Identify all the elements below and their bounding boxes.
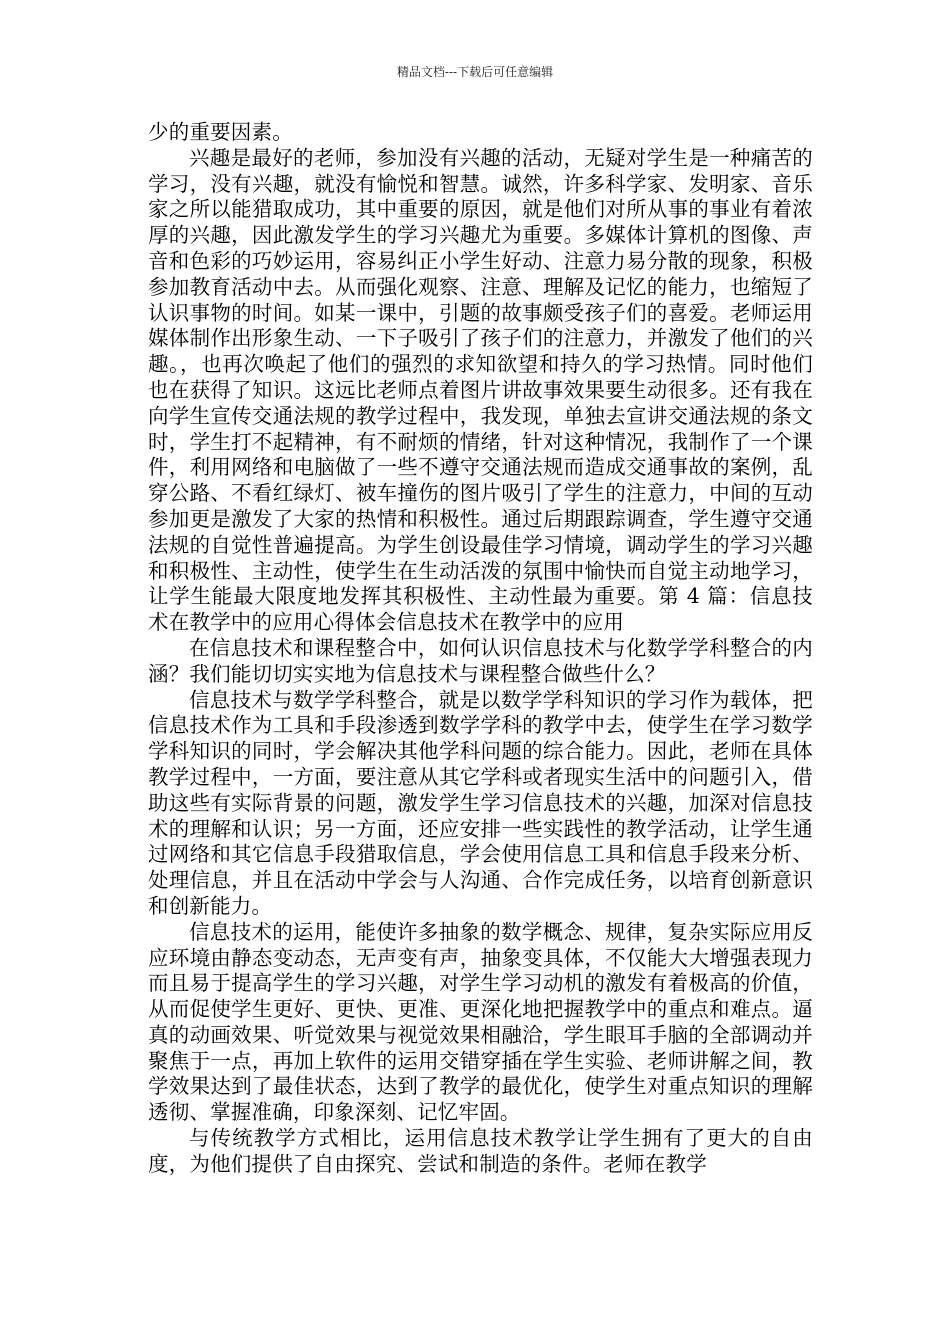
paragraph: 在信息技术和课程整合中，如何认识信息技术与化数学学科整合的内涵？我们能切切实实地为信息技术与课程整合做些什么？ xyxy=(148,635,813,686)
document-body xyxy=(148,120,813,1178)
paragraph: 少的重要因素。 xyxy=(148,120,293,144)
paragraph: 兴趣是最好的老师，参加没有兴趣的活动，无疑对学生是一种痛苦的学习，没有兴趣，就没有愉悦和智慧。诚然，许多科学家、发明家、音乐家之所以能猎取成功，其中重要的原因，就是他们对所从事的事业有着浓厚的兴趣，因此激发学生的学习兴趣尤为重要。多媒体计算机的图像、声音和色彩的巧妙运用，容易纠正小学生好动、注意力易分散的现象，积极参加教育活动中去。从而强化观察、注意、理解及记忆的能力，也缩短了认识事物的时间。如某一课中，引题的故事颇受孩子们的喜爱。老师运用媒体制作出形象生动、一下子吸引了孩子们的注意力，并激发了他们的兴趣。，也再次唤起了他们的强烈的求知欲望和持久的学习热情。同时他们也在获得了知识。这远比老师点着图片讲故事效果要生动很多。还有我在向学生宣传交通法规的教学过程中，我发现，单独去宣讲交通法规的条文时，学生打不起精神，有不耐烦的情绪，针对这种情况，我制作了一个课件，利用网络和电脑做了一些不遵守交通法规而造成交通事故的案例，乱穿公路、不看红绿灯、被车撞伤的图片吸引了学生的注意力，中间的互动参加更是激发了大家的热情和积极性。通过后期跟踪调查，学生遵守交通法规的自觉性普遍提高。为学生创设最佳学习情境，调动学生的学习兴趣和积极性、主动性，使学生在生动活泼的氛围中愉快而自觉主动地学习，让学生能最大限度地发挥其积极性、主动性最为重要。第 4 篇：信息技术在教学中的应用心得体会信息技术在教学中的应用 xyxy=(148,145,813,635)
paragraph: 信息技术的运用，能使许多抽象的数学概念、规律，复杂实际应用反应环境由静态变动态，无声变有声，抽象变具体，不仅能大大增强表现力而且易于提高学生的学习兴趣，对学生学习动机的激发有着极高的价值，从而促使学生更好、更快、更准、更深化地把握教学中的重点和难点。逼真的动画效果、听觉效果与视觉效果相融洽，学生眼耳手脑的全部调动并聚焦于一点，再加上软件的运用交错穿插在学生实验、老师讲解之间，教学效果达到了最佳状态，达到了教学的最优化，使学生对重点知识的理解透彻、掌握准确，印象深刻、记忆牢固。 xyxy=(148,919,813,1125)
paragraph: 信息技术与数学学科整合，就是以数学学科知识的学习作为载体，把信息技术作为工具和手段渗透到数学学科的教学中去，使学生在学习数学学科知识的同时，学会解决其他学科问题的综合能力。因此，老师在具体教学过程中，一方面，要注意从其它学科或者现实生活中的问题引入，借助这些有实际背景的问题，激发学生学习信息技术的兴趣，加深对信息技术的理解和认识；另一方面，还应安排一些实践性的教学活动，让学生通过网络和其它信息手段猎取信息，学会使用信息工具和信息手段来分析、处理信息，并且在活动中学会与人沟通、合作完成任务，以培育创新意识和创新能力。 xyxy=(148,687,813,918)
paragraph: 与传统教学方式相比，运用信息技术教学让学生拥有了更大的自由度，为他们提供了自由探究、尝试和制造的条件。老师在教学 xyxy=(148,1126,813,1176)
page-header: 精品文档---下载后可任意编辑 xyxy=(396,65,554,79)
